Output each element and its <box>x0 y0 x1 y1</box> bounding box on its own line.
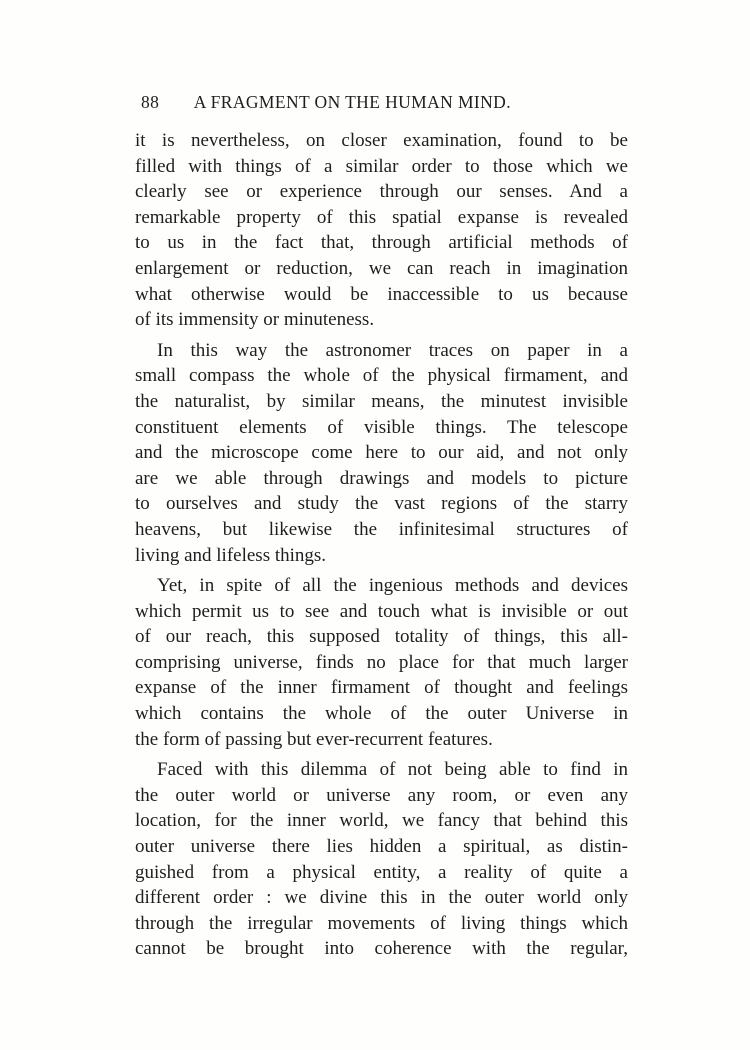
text-line: which contains the whole of the outer Universe in <box>135 703 628 725</box>
text-line: small compass the whole of the physical firmament, and <box>135 365 628 387</box>
text-line: Faced with this dilemma of not being able to find in <box>157 759 628 781</box>
text-line: it is nevertheless, on closer examination, found to be <box>135 130 628 151</box>
paragraph-4 <box>135 757 628 962</box>
body-text <box>135 128 628 962</box>
text-line: to us in the fact that, through artificial methods of <box>135 232 628 254</box>
text-line: what otherwise would be inaccessible to us because <box>135 283 628 305</box>
text-line: heavens, but likewise the infinitesimal structures of <box>135 518 628 540</box>
text-line: In this way the astronomer traces on paper in a <box>157 339 628 361</box>
text-line: guished from a physical entity, a reality of quite a <box>135 861 628 883</box>
text-line: outer universe there lies hidden a spiritual, as distin- <box>135 836 628 858</box>
page-number: 88 <box>141 92 160 112</box>
text-line: enlargement or reduction, we can reach in imagination <box>135 257 628 279</box>
text-line: Yet, in spite of all the ingenious methods and devices <box>157 575 628 597</box>
paragraph-2 <box>135 338 628 568</box>
text-line: of our reach, this supposed totality of things, this all- <box>135 626 628 648</box>
text-line: different order : we divine this in the outer world only <box>135 887 628 909</box>
running-head <box>141 92 581 118</box>
text-line: are we able through drawings and models to picture <box>135 467 628 489</box>
text-line: and the microscope come here to our aid, and not only <box>135 442 628 464</box>
text-line: which permit us to see and touch what is invisible or out <box>135 600 628 622</box>
text-line: to ourselves and study the vast regions of the starry <box>135 493 628 515</box>
text-line: the outer world or universe any room, or even any <box>135 784 628 806</box>
text-line: remarkable property of this spatial expanse is revealed <box>135 206 628 228</box>
text-line: through the irregular movements of living things which <box>135 912 628 934</box>
paragraph-1 <box>135 128 628 333</box>
text-line: living and lifeless things. <box>135 544 327 566</box>
text-line: constituent elements of visible things. The telescope <box>135 416 628 438</box>
text-line: cannot be brought into coherence with the regular, <box>135 938 628 960</box>
text-line: the naturalist, by similar means, the minutest invisible <box>135 390 628 412</box>
text-line: expanse of the inner firmament of thought and feelings <box>135 677 628 699</box>
text-line: clearly see or experience through our senses. And a <box>135 181 628 203</box>
text-line: of its immensity or minuteness. <box>135 309 375 331</box>
text-line: comprising universe, finds no place for that much larger <box>135 651 628 673</box>
paragraph-3 <box>135 573 628 752</box>
text-line: location, for the inner world, we fancy that behind this <box>135 810 628 832</box>
text-line: filled with things of a similar order to those which we <box>135 155 628 177</box>
text-line: the form of passing but ever-recurrent features. <box>135 728 493 750</box>
running-title: A FRAGMENT ON THE HUMAN MIND. <box>193 92 511 112</box>
